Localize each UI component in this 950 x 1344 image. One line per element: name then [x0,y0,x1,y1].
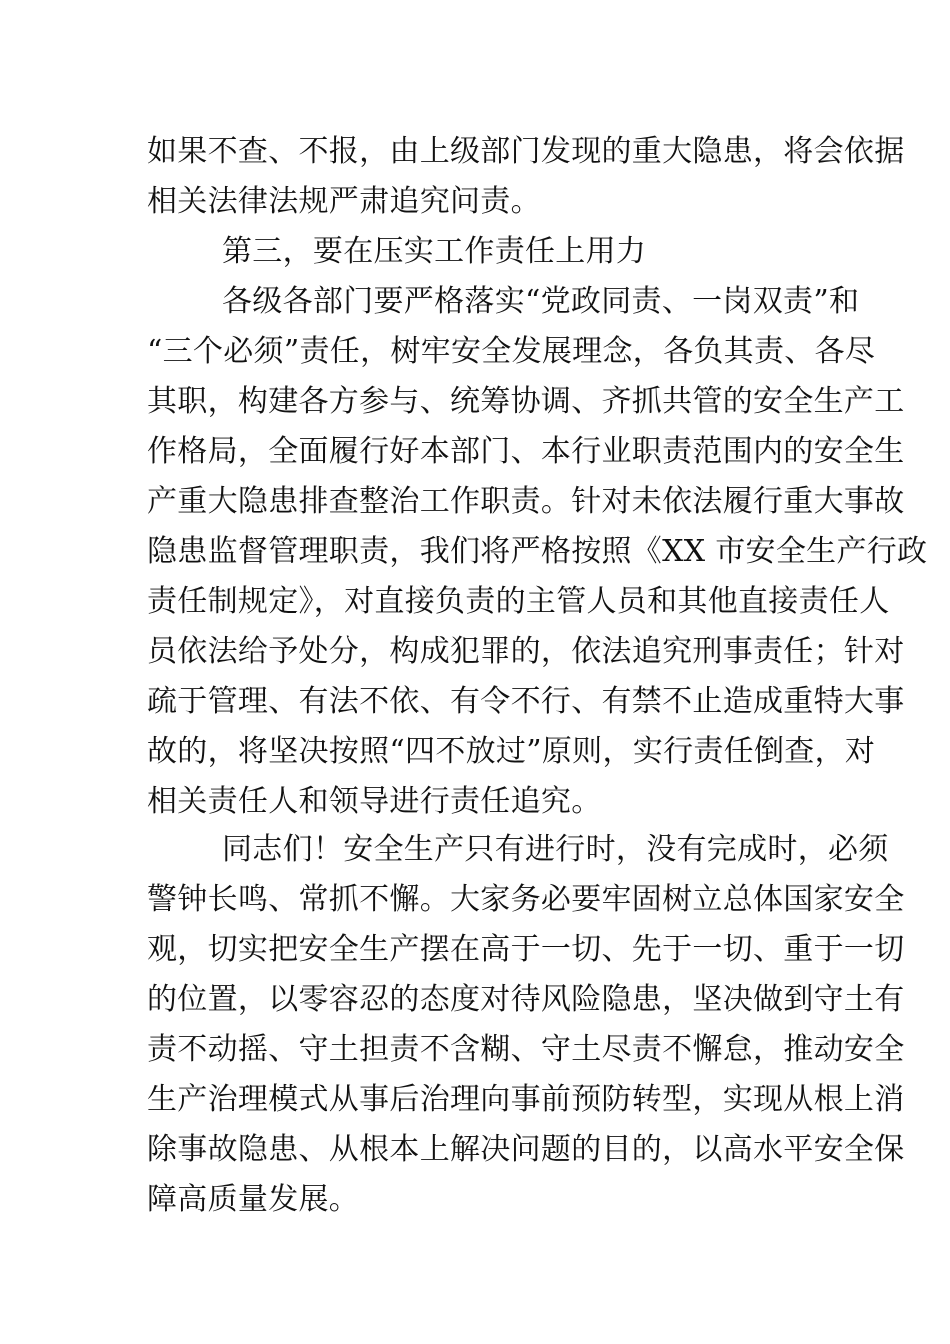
text-line-5: “三个必须”责任，树牢安全发展理念，各负其责、各尽 [147,334,876,369]
text-line-6: 其职，构建各方参与、统筹协调、齐抓共管的安全生产工 [147,384,905,419]
text-line-16: 警钟长鸣、常抓不懈。大家务必要牢固树立总体国家安全 [147,882,905,917]
text-line-13: 故的，将坚决按照“四不放过”原则，实行责任倒查，对 [147,734,876,769]
text-line-1: 如果不查、不报，由上级部门发现的重大隐患，将会依据 [147,134,905,169]
text-line-22: 障高质量发展。 [147,1182,360,1217]
text-line-20: 生产治理模式从事后治理向事前预防转型，实现从根上消 [147,1082,905,1117]
text-line-15: 同志们！安全生产只有进行时，没有完成时，必须 [222,832,889,867]
text-line-18: 的位置，以零容忍的态度对待风险隐患，坚决做到守土有 [147,982,905,1017]
text-line-12: 疏于管理、有法不依、有令不行、有禁不止造成重特大事 [147,684,905,719]
text-line-11: 员依法给予处分，构成犯罪的，依法追究刑事责任；针对 [147,634,905,669]
text-line-9: 隐患监督管理职责，我们将严格按照《XX 市安全生产行政 [147,534,928,569]
text-line-14: 相关责任人和领导进行责任追究。 [147,784,602,819]
text-line-17: 观，切实把安全生产摆在高于一切、先于一切、重于一切 [147,932,905,967]
text-line-10: 责任制规定》，对直接负责的主管人员和其他直接责任人 [147,584,890,619]
text-line-2: 相关法律法规严肃追究问责。 [147,184,541,219]
text-line-7: 作格局，全面履行好本部门、本行业职责范围内的安全生 [147,434,905,469]
text-line-21: 除事故隐患、从根本上解决问题的目的，以高水平安全保 [147,1132,905,1167]
section-heading: 第三，要在压实工作责任上用力 [222,234,647,269]
text-line-4: 各级各部门要严格落实“党政同责、一岗双责”和 [222,284,860,319]
text-line-8: 产重大隐患排查整治工作职责。针对未依法履行重大事故 [147,484,905,519]
text-line-19: 责不动摇、守土担责不含糊、守土尽责不懈怠，推动安全 [147,1032,905,1067]
